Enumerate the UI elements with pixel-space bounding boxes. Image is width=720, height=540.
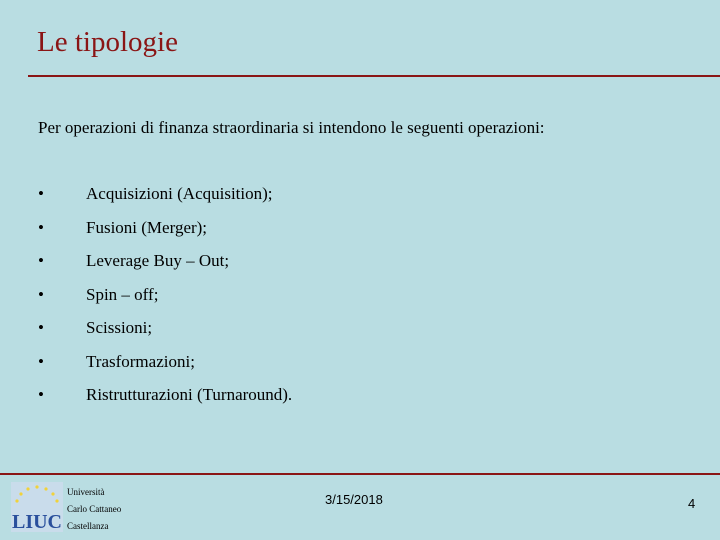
list-item	[38, 384, 292, 418]
bullet-list	[38, 183, 292, 418]
liuc-logo	[11, 482, 63, 532]
university-name	[67, 484, 121, 535]
list-item-text: Trasformazioni;	[86, 351, 195, 371]
bullet-icon: •	[38, 184, 44, 203]
list-item	[38, 351, 292, 385]
list-item-text: Leverage Buy – Out;	[86, 251, 230, 270]
bullet-icon: •	[38, 251, 44, 270]
slide-title: Le tipologie	[37, 26, 178, 58]
list-item-text: Acquisizioni (Acquisition);	[86, 184, 273, 203]
list-item-text: Spin – off;	[86, 284, 159, 304]
list-item	[38, 284, 292, 318]
list-item	[38, 250, 292, 284]
footer-divider	[0, 473, 720, 475]
intro-text: Per operazioni di finanza straordinaria si intendono le seguenti operazioni:	[38, 118, 545, 137]
university-line: Castellanza	[67, 521, 109, 531]
list-item	[38, 183, 292, 217]
bullet-icon: •	[38, 351, 44, 371]
list-item-text: Fusioni (Merger);	[86, 217, 208, 237]
logo-text: LIUC	[11, 511, 63, 532]
list-item-text: Ristrutturazioni (Turnaround).	[86, 385, 293, 404]
footer-date: 3/15/2018	[325, 492, 383, 507]
title-divider	[28, 75, 720, 77]
bullet-icon: •	[38, 284, 44, 304]
university-line: Università	[67, 487, 105, 497]
bullet-icon: •	[38, 385, 44, 404]
page-number: 4	[688, 496, 696, 511]
university-line: Carlo Cattaneo	[67, 504, 122, 514]
list-item	[38, 217, 292, 251]
list-item	[38, 317, 292, 351]
bullet-icon: •	[38, 318, 44, 337]
bullet-icon: •	[38, 217, 44, 237]
list-item-text: Scissioni;	[86, 318, 153, 337]
